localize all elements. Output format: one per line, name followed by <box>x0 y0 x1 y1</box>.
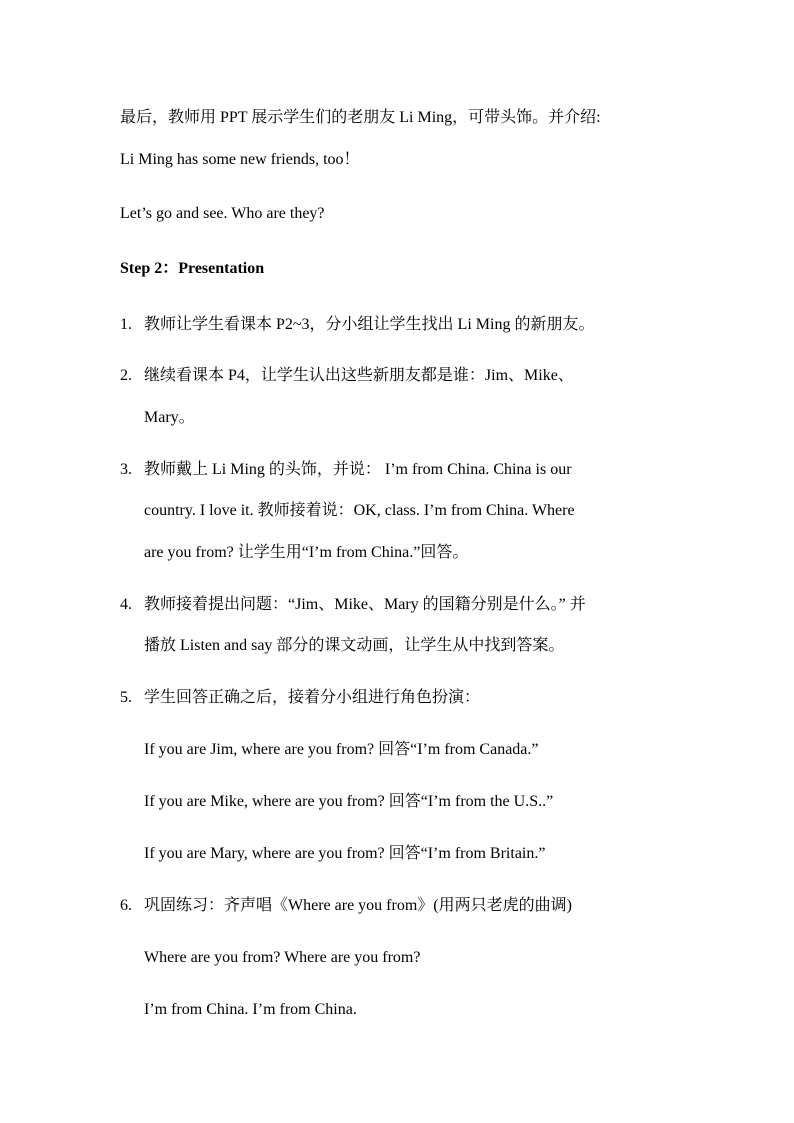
list-item-line: 教师让学生看课本 P2~3，分小组让学生找出 Li Ming 的新朋友。 <box>144 316 595 333</box>
list-item-line: If you are Jim, where are you from? 回答“I’m from Canada.” <box>144 741 539 758</box>
intro-paragraph-3: Let’s go and see. Who are they? <box>120 205 325 222</box>
list-item-line: I’m from China. I’m from China. <box>144 1001 357 1018</box>
list-item-number: 6. <box>120 897 132 914</box>
list-item-line: Mary。 <box>144 409 195 426</box>
list-item-number: 2. <box>120 367 132 384</box>
list-item-line: 继续看课本 P4，让学生认出这些新朋友都是谁：Jim、Mike、 <box>144 367 574 384</box>
list-item-number: 4. <box>120 596 132 613</box>
list-item-line: 巩固练习：齐声唱《Where are you from》(用两只老虎的曲调) <box>144 897 572 914</box>
intro-paragraph-2: Li Ming has some new friends, too！ <box>120 151 360 168</box>
list-item-line: 播放 Listen and say 部分的课文动画，让学生从中找到答案。 <box>144 637 565 654</box>
intro-paragraph-1: 最后，教师用 PPT 展示学生们的老朋友 Li Ming，可带头饰。并介绍: <box>120 109 601 126</box>
list-item-line: country. I love it. 教师接着说：OK, class. I’m from China. Where <box>144 502 575 519</box>
list-item-line: 学生回答正确之后，接着分小组进行角色扮演： <box>144 689 481 706</box>
step2-heading: Step 2：Presentation <box>120 260 265 277</box>
list-item-number: 3. <box>120 461 132 478</box>
list-item-line: If you are Mike, where are you from? 回答“I’m from the U.S..” <box>144 793 554 810</box>
list-item-line: 教师接着提出问题：“Jim、Mike、Mary 的国籍分别是什么。” 并 <box>144 596 586 613</box>
list-item-number: 1. <box>120 316 132 333</box>
list-item-number: 5. <box>120 689 132 706</box>
list-item-line: If you are Mary, where are you from? 回答“I’m from Britain.” <box>144 845 546 862</box>
list-item-line: Where are you from? Where are you from? <box>144 949 421 966</box>
list-item-line: are you from? 让学生用“I’m from China.”回答。 <box>144 544 469 561</box>
list-item-line: 教师戴上 Li Ming 的头饰，并说： I’m from China. China is our <box>144 461 572 478</box>
